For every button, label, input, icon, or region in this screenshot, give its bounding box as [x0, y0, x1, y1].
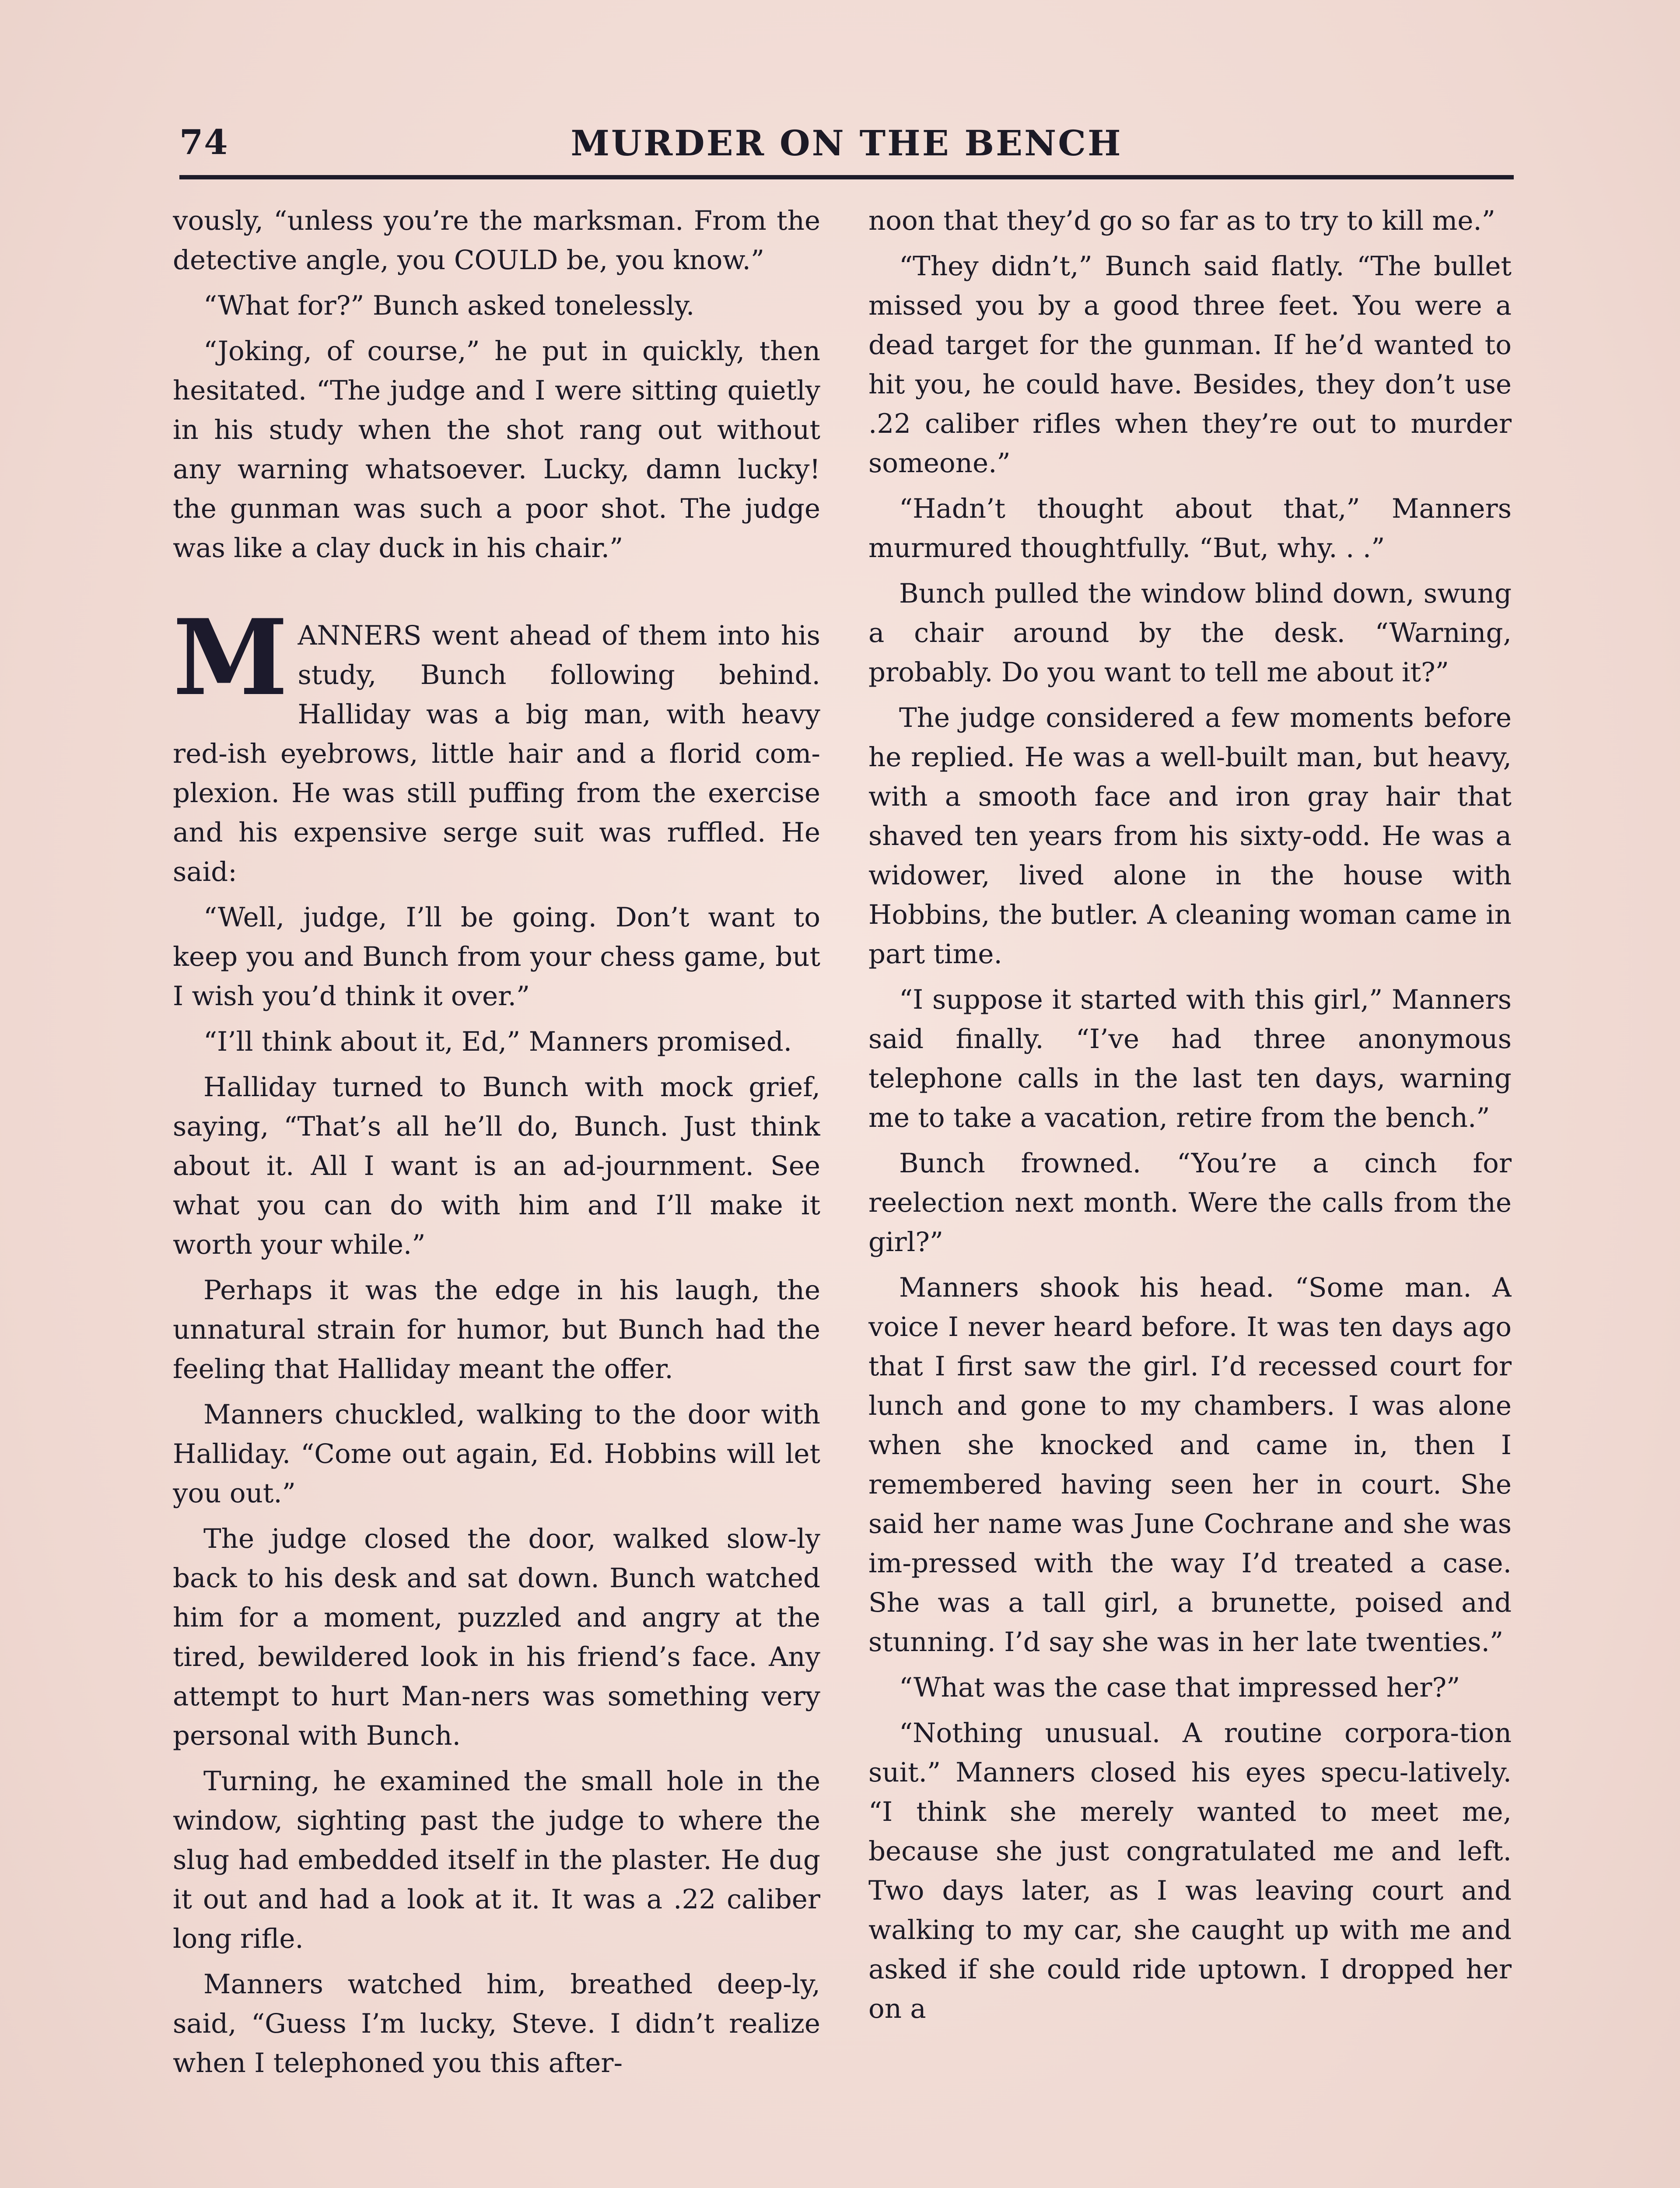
paragraph: Turning, he examined the small hole in the window, sighting past the judge to where the slug had embedded itself in the plaster. He dug it out and had a look at it. It was a .22 caliber long rifle. [173, 1766, 820, 1954]
left-column [173, 201, 820, 2188]
paragraph: Manners watched him, breathed deep-ly, said, “Guess I’m lucky, Steve. I didn’t realize when I telephoned you this after- [173, 1969, 820, 2079]
paragraph: “Nothing unusual. A routine corpora-tion suit.” Manners closed his eyes specu-latively. “I think she merely wanted to meet me, because she just congratulated me and left. Two days later, as I was leaving court and walking to my car, she caught up with me and asked if she could ride uptown. I dropped her on a [868, 1718, 1512, 2024]
right-column [868, 201, 1512, 2188]
paragraph: The judge closed the door, walked slow-ly back to his desk and sat down. Bunch watched him for a moment, puzzled and angry at the tired, bewildered look in his friend’s face. Any attempt to hurt Man-ners was something very personal with Bunch. [173, 1523, 820, 1751]
paragraph: noon that they’d go so far as to try to kill me.” [868, 205, 1495, 236]
paragraph: Bunch frowned. “You’re a cinch for reelection next month. Were the calls from the girl?” [868, 1148, 1512, 1258]
paragraph: “I’ll think about it, Ed,” Manners promised. [203, 1026, 792, 1057]
paragraph: “I suppose it started with this girl,” Manners said finally. “I’ve had three anonymous telephone calls in the last ten days, warning me to take a vacation, retire from the bench.” [868, 984, 1512, 1133]
paragraph: Halliday turned to Bunch with mock grief, saying, “That’s all he’ll do, Bunch. Just think about it. All I want is an ad-journment. See what you can do with him and I’ll make it worth your while.” [173, 1072, 820, 1260]
section-opening-paragraph [173, 597, 820, 892]
paragraph: Bunch pulled the window blind down, swung a chair around by the desk. “Warning, probably. Do you want to tell me about it?” [868, 578, 1512, 688]
paragraph: Perhaps it was the edge in his laugh, the unnatural strain for humor, but Bunch had the feeling that Halliday meant the offer. [173, 1275, 820, 1385]
paragraph: vously, “unless you’re the marksman. From the detective angle, you COULD be, you know.” [173, 205, 820, 276]
paragraph: “Joking, of course,” he put in quickly, then hesitated. “The judge and I were sitting quietly in his study when the shot rang out without any warning whatsoever. Lucky, damn lucky! the gunman was such a poor shot. The judge was like a clay duck in his chair.” [173, 336, 820, 564]
running-title: MURDER ON THE BENCH [570, 123, 1123, 164]
paragraph-text: ANNERS went ahead of them into his study, Bunch following behind. Halliday was a big man, with heavy red-ish eyebrows, little hair and a florid com-plexion. He was still puffing from the exercise and his expensive serge suit was ruffled. He said: [173, 620, 820, 887]
paragraph: “They didn’t,” Bunch said flatly. “The bullet missed you by a good three feet. You were a dead target for the gunman. If he’d wanted to hit you, he could have. Besides, they don’t use .22 caliber rifles when they’re out to murder someone.” [868, 251, 1512, 479]
paragraph: “What for?” Bunch asked tonelessly. [203, 290, 695, 321]
paragraph: Manners shook his head. “Some man. A voice I never heard before. It was ten days ago that I first saw the girl. I’d recessed court for lunch and gone to my chambers. I was alone when she knocked and came in, then I remembered having seen her in court. She said her name was June Cochrane and she was im-pressed with the way I’d treated a case. She was a tall girl, a brunette, poised and stunning. I’d say she was in her late twenties.” [868, 1272, 1512, 1658]
drop-cap: M [173, 597, 288, 719]
page-header [179, 123, 1514, 179]
paragraph: The judge considered a few moments before he replied. He was a well-built man, but heavy, with a smooth face and iron gray hair that shaved ten years from his sixty-odd. He was a widower, lived alone in the house with Hobbins, the butler. A cleaning woman came in part time. [868, 702, 1512, 970]
paragraph: “Hadn’t thought about that,” Manners murmured thoughtfully. “But, why. . .” [868, 493, 1512, 564]
paragraph: Manners chuckled, walking to the door with Halliday. “Come out again, Ed. Hobbins will let you out.” [173, 1399, 820, 1509]
paragraph: “Well, judge, I’ll be going. Don’t want to keep you and Bunch from your chess game, but I wish you’d think it over.” [173, 902, 820, 1012]
page-number: 74 [179, 123, 229, 162]
paragraph: “What was the case that impressed her?” [899, 1672, 1460, 1703]
